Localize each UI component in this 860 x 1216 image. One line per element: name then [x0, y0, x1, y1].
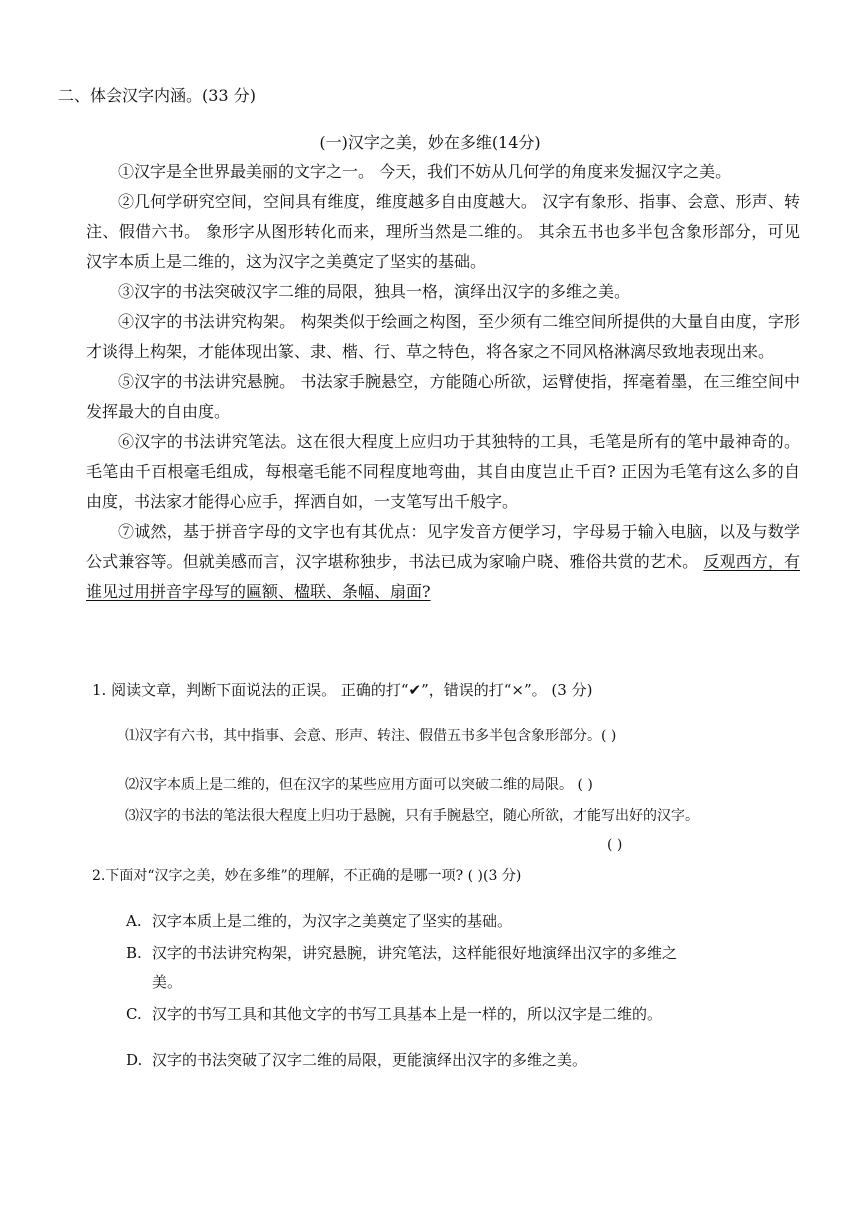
paragraph-2: ②几何学研究空间，空间具有维度，维度越多自由度越大。 汉字有象形、指事、会意、形声、转注、假借六书。 象形字从图形转化而来，理所当然是二维的。 其余五书也多半包含象形部分，可见汉字本质上是二维的，这为汉字之美奠定了坚实的基础。	[86, 192, 800, 271]
option-d	[126, 1046, 816, 1074]
paragraph-5: ⑤汉字的书法讲究悬腕。 书法家手腕悬空，方能随心所欲，运臂使指，挥毫着墨，在三维空间中发挥最大的自由度。	[86, 372, 800, 421]
option-b-continuation: 美。	[152, 973, 183, 991]
passage-title: (一)汉字之美，妙在多维(14分)	[319, 133, 541, 152]
paragraph-1: ①汉字是全世界最美丽的文字之一。 今天，我们不妨从几何学的角度来发掘汉字之美。	[118, 162, 732, 181]
question-1-item-1: ⑴汉字有六书，其中指事、会意、形声、转注、假借五书多半包含象形部分。( )	[125, 728, 617, 744]
paragraph-7	[86, 517, 800, 607]
passage-body	[86, 157, 800, 607]
paragraph-7-main: ⑦诚然，基于拼音字母的文字也有其优点：见字发音方便学习，字母易于输入电脑，以及与数学公式兼容等。但就美感而言，汉字堪称独步，书法已成为家喻户晓、雅俗共赏的艺术。	[86, 522, 800, 571]
paragraph-6: ⑥汉字的书法讲究笔法。这在很大程度上应归功于其独特的工具，毛笔是所有的笔中最神奇的。毛笔由千百根毫毛组成，每根毫毛能不同程度地弯曲，其自由度岂止千百? 正因为毛笔有这么多的自由度，书法家才能得心应手，挥洒自如，一支笔写出千般字。	[86, 432, 800, 511]
option-c-letter: C.	[126, 1005, 142, 1023]
question-1-item-3-answer: ( )	[607, 837, 623, 853]
paragraph-3: ③汉字的书法突破汉字二维的局限，独具一格，演绎出汉字的多维之美。	[118, 282, 631, 301]
option-b-letter: B.	[126, 944, 142, 962]
option-a-text: 汉字本质上是二维的，为汉字之美奠定了坚实的基础。	[152, 912, 513, 930]
paragraph-7-underlined: 反观西方，有谁见过用拼音字母写的匾额、楹联、条幅、扇面?	[86, 552, 800, 601]
option-d-text: 汉字的书法突破了汉字二维的局限，更能演绎出汉字的多维之美。	[152, 1051, 588, 1069]
section-heading: 二、体会汉字内涵。(33 分)	[58, 86, 256, 105]
option-b-text: 汉字的书法讲究构架，讲究悬腕，讲究笔法，这样能很好地演绎出汉字的多维之	[152, 944, 678, 962]
question-1-stem: 1. 阅读文章，判断下面说法的正误。 正确的打“✔”，错误的打“×”。 (3 分)	[92, 681, 593, 699]
question-1-item-2: ⑵汉字本质上是二维的，但在汉字的某些应用方面可以突破二维的局限。 ( )	[125, 777, 593, 793]
paragraph-4: ④汉字的书法讲究构架。 构架类似于绘画之构图，至少须有二维空间所提供的大量自由度，字形才谈得上构架，才能体现出篆、隶、楷、行、草之特色，将各家之不同风格淋漓尽致地表现出来。	[86, 312, 800, 361]
option-a-letter: A.	[126, 912, 142, 930]
question-2-stem: 2.下面对“汉字之美，妙在多维”的理解，不正确的是哪一项? ( )(3 分)	[92, 868, 522, 884]
option-d-letter: D.	[126, 1051, 143, 1069]
option-c	[126, 1000, 816, 1028]
option-a	[126, 907, 816, 935]
question-1-item-3: ⑶汉字的书法的笔法很大程度上归功于悬腕，只有手腕悬空，随心所欲，才能写出好的汉字。	[125, 808, 699, 824]
option-b	[126, 939, 816, 967]
option-c-text: 汉字的书写工具和其他文字的书写工具基本上是一样的，所以汉字是二维的。	[152, 1005, 663, 1023]
